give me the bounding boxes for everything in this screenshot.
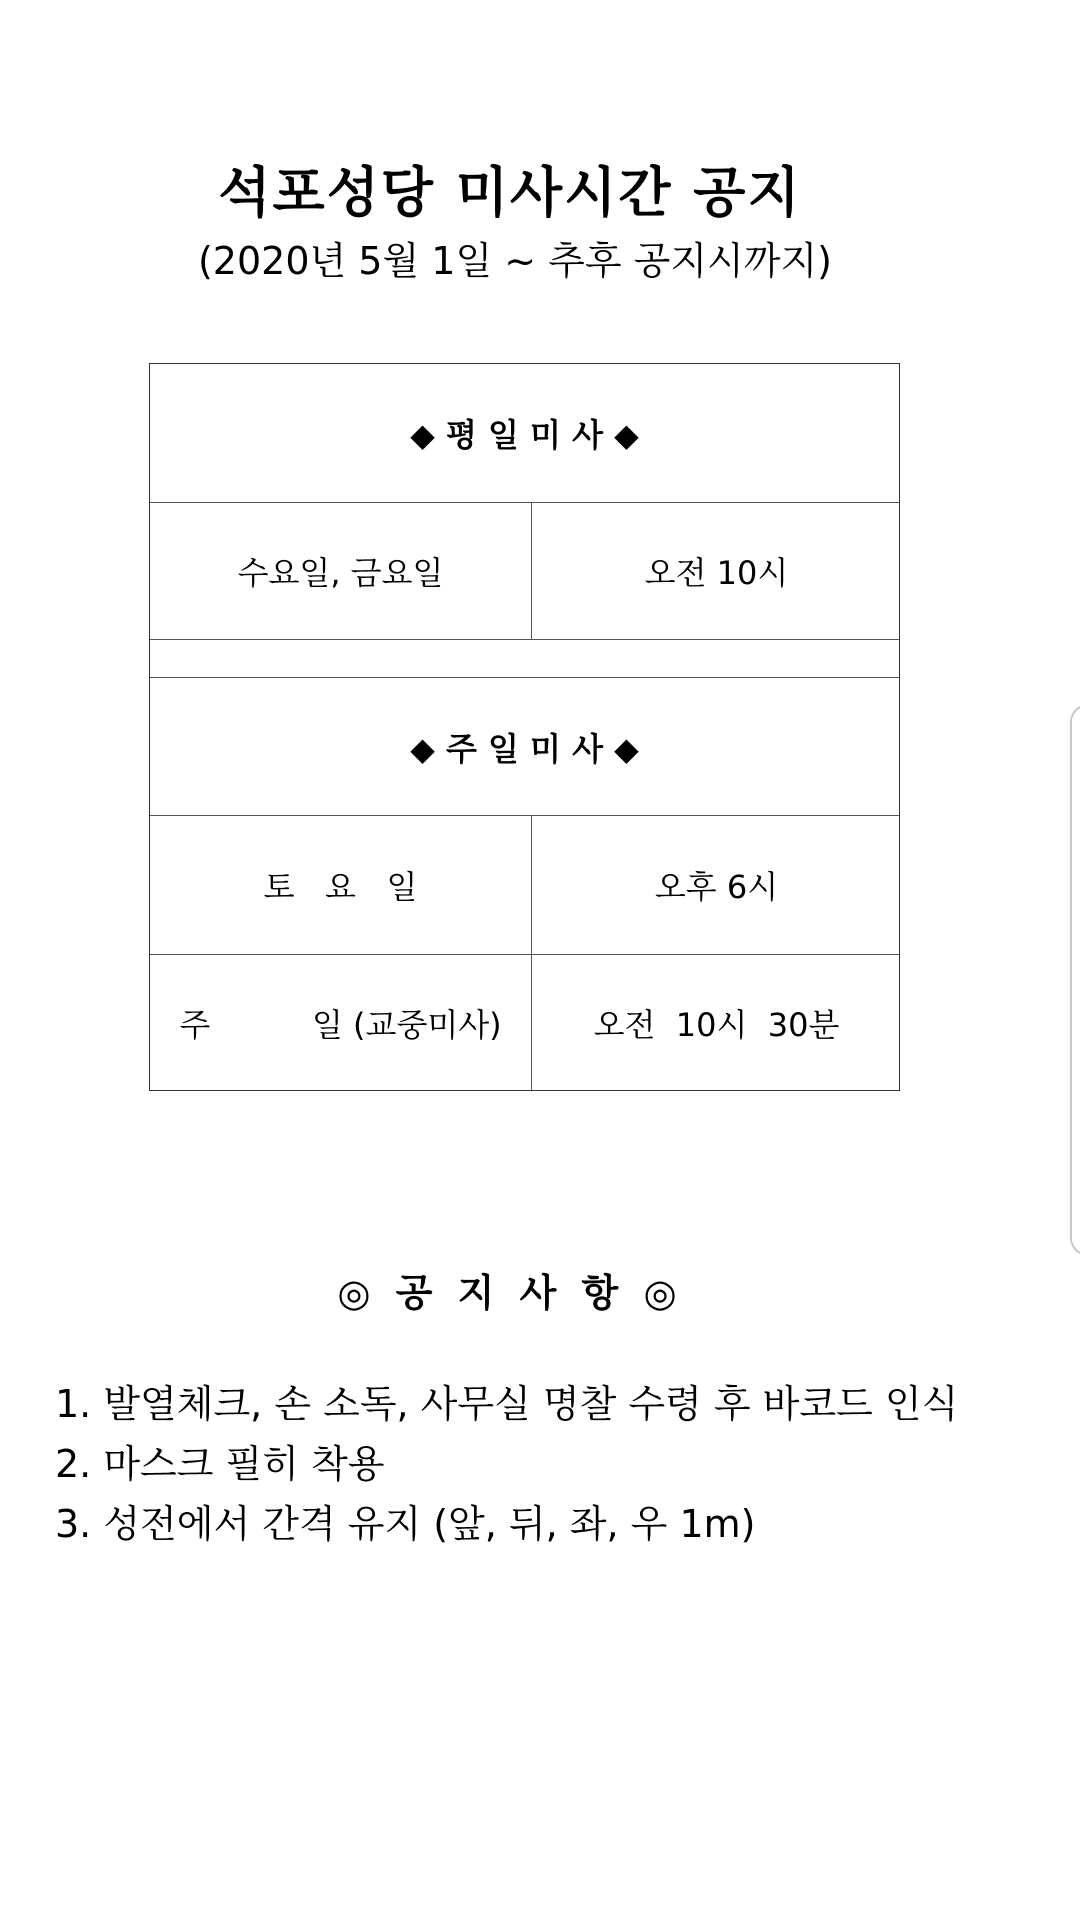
table-row	[150, 503, 899, 640]
list-item: 2. 마스크 필히 착용	[55, 1442, 385, 1486]
day-cell: 주 일 (교중미사)	[150, 955, 532, 1090]
edge-panel-handle[interactable]	[1070, 704, 1080, 1256]
page-title: 석포성당 미사시간 공지	[218, 161, 802, 224]
list-item: 1. 발열체크, 손 소독, 사무실 명찰 수령 후 바코드 인식	[55, 1382, 959, 1426]
table-row	[150, 816, 899, 955]
table-row	[150, 955, 899, 1090]
sunday-mass-header: ◆ 주 일 미 사 ◆	[150, 678, 899, 816]
notice-header: ◎ 공 지 사 항 ◎	[337, 1271, 683, 1315]
notice-list	[55, 1374, 958, 1554]
list-item: 3. 성전에서 간격 유지 (앞, 뒤, 좌, 우 1m)	[55, 1502, 756, 1546]
page-subtitle: (2020년 5월 1일 ~ 추후 공지시까지)	[197, 239, 833, 283]
day-cell: 수요일, 금요일	[150, 503, 532, 639]
time-cell: 오전 10시 30분	[593, 1005, 840, 1044]
day-cell: 토 요 일	[150, 816, 532, 954]
weekday-mass-header: ◆ 평 일 미 사 ◆	[150, 364, 899, 503]
time-cell: 오후 6시	[654, 868, 779, 906]
time-cell: 오전 10시	[644, 554, 789, 592]
mass-schedule-table	[149, 363, 900, 1091]
spacer-row	[150, 640, 899, 678]
